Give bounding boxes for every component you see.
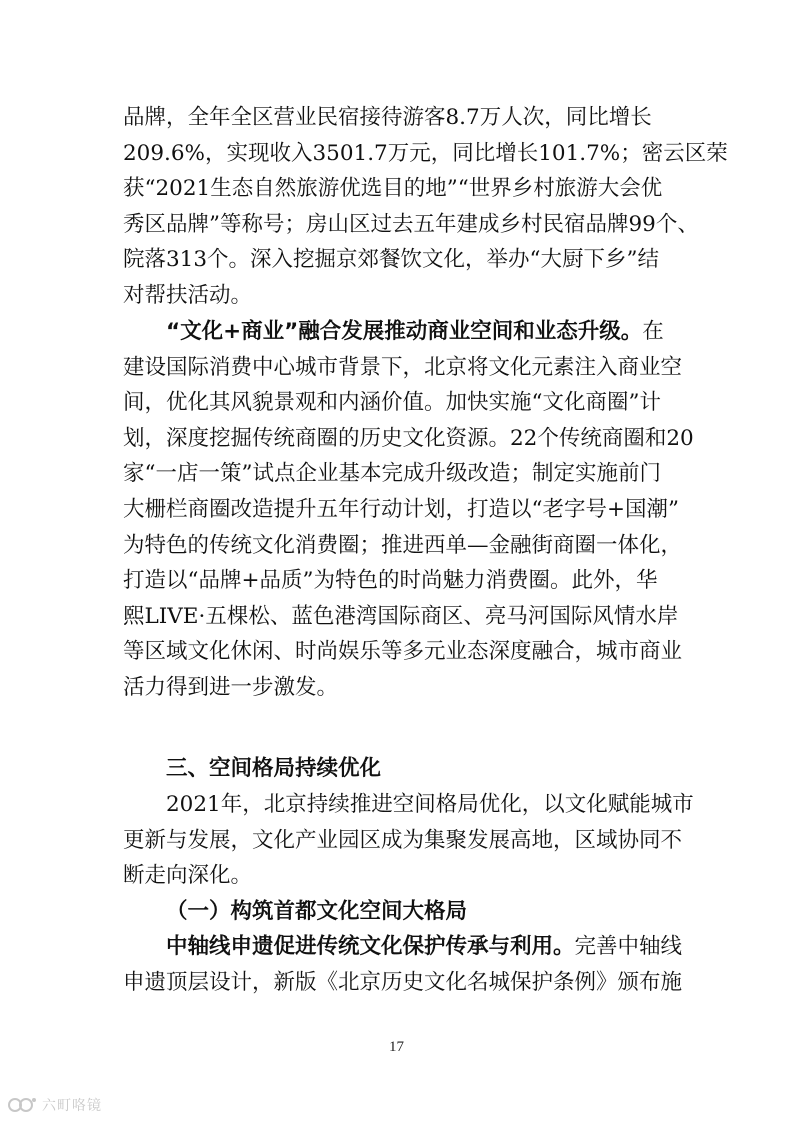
text-line xyxy=(123,929,683,965)
text-line: 建设国际消费中心城市背景下，北京将文化元素注入商业空 xyxy=(123,354,683,380)
section-heading-block xyxy=(123,751,683,787)
text-line: 秀区品牌”等称号；房山区过去五年建成乡村民宿品牌99个、 xyxy=(123,211,699,237)
sub-heading: （一）构筑首都文化空间大格局 xyxy=(166,899,468,924)
paragraph-3 xyxy=(123,787,694,894)
text-line: 间，优化其风貌景观和内涵价值。加快实施“文化商圈”计 xyxy=(123,390,661,416)
paragraph-1 xyxy=(123,100,728,314)
text-line: 活力得到进一步激发。 xyxy=(123,674,339,700)
watermark-text: 六町咯镜 xyxy=(42,1098,102,1114)
paragraph-2 xyxy=(123,314,694,706)
text-line: 为特色的传统文化消费圈；推进西单—金融街商圈一体化， xyxy=(123,532,683,558)
text-line: 大栅栏商圈改造提升五年行动计划，打造以“老字号+国潮” xyxy=(123,496,680,522)
text-line: 打造以“品牌+品质”为特色的时尚魅力消费圈。此外，华 xyxy=(123,568,658,594)
text-line: 院落313个。深入挖掘京郊餐饮文化，举办“大厨下乡”结 xyxy=(123,247,660,273)
text-line: 家“一店一策”试点企业基本完成升级改造；制定实施前门 xyxy=(123,461,661,487)
text-line: 断走向深化。 xyxy=(123,863,253,889)
text-line: 熙LIVE·五棵松、蓝色港湾国际商区、亮马河国际风情水岸 xyxy=(123,603,679,629)
text-line: 2021年，北京持续推进空间格局优化，以文化赋能城市 xyxy=(166,792,694,817)
page-number: 17 xyxy=(389,1039,404,1055)
paragraph-lead-tail: 完善中轴线 xyxy=(574,934,683,959)
text-line: 更新与发展，文化产业园区成为集聚发展高地，区域协同不 xyxy=(123,827,683,853)
paragraph-lead-tail: 在 xyxy=(642,319,664,344)
text-line: 申遗顶层设计，新版《北京历史文化名城保护条例》颁布施 xyxy=(123,969,683,995)
text-line: 对帮扶活动。 xyxy=(123,282,253,308)
text-line xyxy=(123,314,683,350)
text-line: 品牌，全年全区营业民宿接待游客8.7万人次，同比增长 xyxy=(123,105,652,130)
watermark-logo-icon xyxy=(8,1095,38,1115)
paragraph-4 xyxy=(123,929,683,1000)
watermark xyxy=(8,1095,102,1115)
text-line: 划，深度挖掘传统商圈的历史文化资源。22个传统商圈和20 xyxy=(123,425,694,451)
section-heading: 三、空间格局持续优化 xyxy=(166,756,382,781)
paragraph-lead: 中轴线申遗促进传统文化保护传承与利用。 xyxy=(166,934,575,959)
text-line: 等区域文化休闲、时尚娱乐等多元业态深度融合，城市商业 xyxy=(123,639,683,665)
paragraph-lead: “文化+商业”融合发展推动商业空间和业态升级。 xyxy=(166,319,643,344)
text-line: 209.6%，实现收入3501.7万元，同比增长101.7%；密云区荣 xyxy=(123,140,728,166)
sub-heading-block xyxy=(123,894,683,930)
text-line: 获“2021生态自然旅游优选目的地”“世界乡村旅游大会优 xyxy=(123,176,663,202)
